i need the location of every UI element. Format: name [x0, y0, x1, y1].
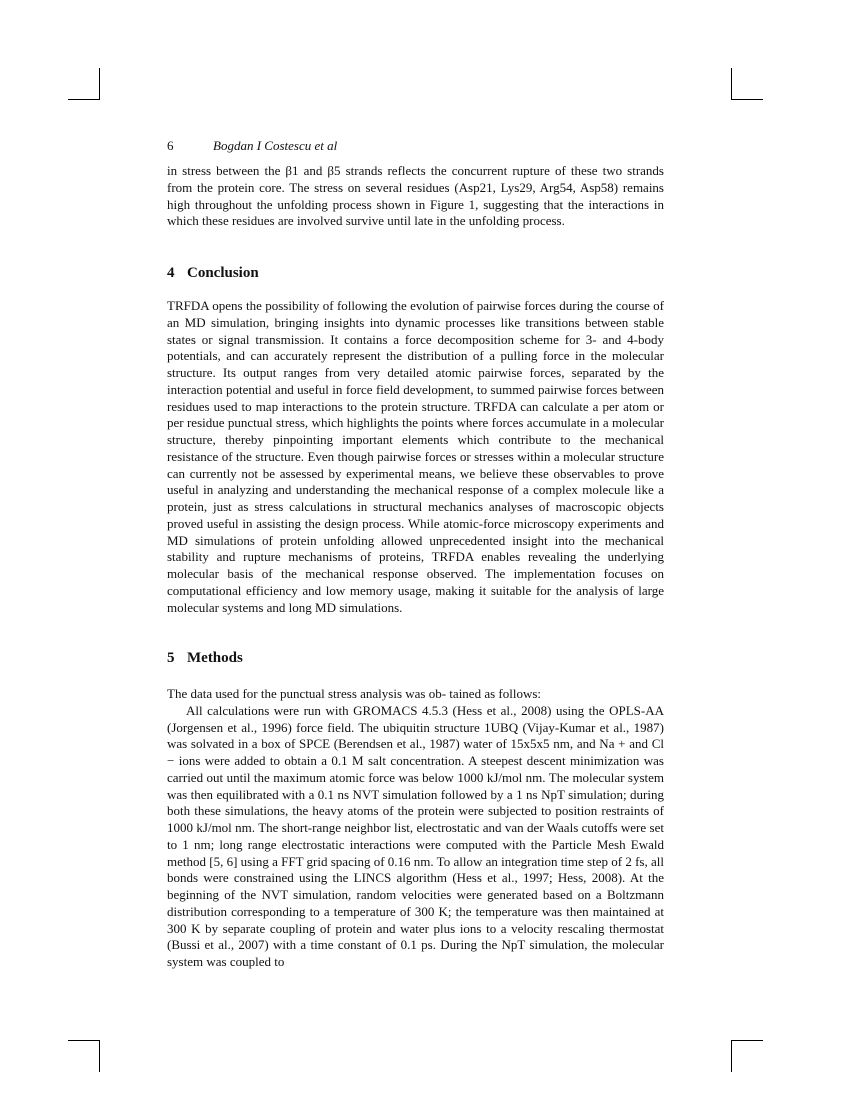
section-5-number: 5: [167, 650, 175, 666]
crop-mark-top-right-h: [731, 99, 763, 100]
section-4-title: Conclusion: [187, 265, 259, 281]
section-5-body: [167, 686, 664, 971]
section-5-heading: [167, 650, 243, 667]
methods-paragraph-2: All calculations were run with GROMACS 4.5.3 (Hess et al., 2008) using the OPLS-AA (Jorgensen et al., 1996) force field. The ubiquitin structure 1UBQ (Vijay-Kumar et al., 1987) was solvated in a box of SPCE (Berendsen et al., 1987) water of 15x5x5 nm, and Na + and Cl − ions were added to obtain a 0.1 M salt concentration. A steepest descent minimization was carried out until the maximum atomic force was below 1000 kJ/mol nm. The molecular system was then equilibrated with a 0.1 ns NVT simulation followed by a 1 ns NpT simulation; during both these simulations, the heavy atoms of the protein were subjected to position restraints of 1000 kJ/mol nm. The short-range neighbor list, electrostatic and van der Waals cutoffs were set to 1 nm; long range electrostatic interactions were computed with the Particle Mesh Ewald method [5, 6] using a FFT grid spacing of 0.16 nm. To allow an integration time step of 2 fs, all bonds were constrained using the LINCS algorithm (Hess et al., 1997; Hess, 2008). At the beginning of the NVT simulation, random velocities were generated based on a Boltzmann distribution corresponding to a temperature of 300 K; the temperature was then maintained at 300 K by separate coupling of protein and water plus ions to a velocity rescaling thermostat (Bussi et al., 2007) with a time constant of 0.1 ps. During the NpT simulation, the molecular system was coupled to: [167, 702, 664, 969]
page-number: 6: [167, 138, 174, 153]
intro-paragraph: in stress between the β1 and β5 strands reflects the concurrent rupture of these two strands from the protein core. The stress on several residues (Asp21, Lys29, Arg54, Asp58) remains high throughout the unfolding process shown in Figure 1, suggesting that the interactions in which these residues are involved survive until late in the unfolding process.: [167, 163, 664, 229]
section-4-heading: [167, 265, 259, 282]
conclusion-paragraph: TRFDA opens the possibility of following the evolution of pairwise forces during the course of an MD simulation, bringing insights into dynamic processes like transitions between stable states or signal transmission. It contains a force decomposition scheme for 3- and 4-body potentials, and can accurately represent the distribution of a pulling force in the molecular structure. Its output ranges from very detailed atomic pairwise forces, separated by the interaction potential and useful in force field development, to summed pairwise forces between residues used to map interactions to the protein structure. TRFDA can calculate a per atom or per residue punctual stress, which highlights the points where forces accumulate in a molecular structure, thereby pinpointing important elements which contribute to the mechanical resistance of the structure. Even though pairwise forces or stresses within a molecular structure can currently not be assessed by experimental means, we believe these observables to prove useful in analyzing and understanding the mechanical response of a complex molecule like a protein, just as stress calculations in structural mechanics analyses of macroscopic objects proved useful in assisting the design process. While atomic-force microscopy experiments and MD simulations of protein unfolding allowed unprecedented insight into the mechanical stability and rupture mechanisms of proteins, TRFDA enables revealing the underlying molecular basis of the mechanical response observed. The implementation focuses on computational efficiency and low memory usage, making it suitable for the analysis of large molecular systems and long MD simulations.: [167, 298, 664, 615]
crop-mark-bottom-right-h: [731, 1040, 763, 1041]
crop-mark-top-left-v: [99, 68, 100, 100]
section-5-title: Methods: [187, 650, 243, 666]
crop-mark-top-left-h: [68, 99, 100, 100]
crop-mark-top-right-v: [731, 68, 732, 100]
methods-paragraph-1: The data used for the punctual stress analysis was ob- tained as follows:: [167, 686, 542, 701]
section-4-body: [167, 298, 664, 616]
crop-mark-bottom-left-h: [68, 1040, 100, 1041]
crop-mark-bottom-right-v: [731, 1040, 732, 1072]
running-header: [167, 138, 337, 154]
intro-block: [167, 163, 664, 230]
crop-mark-bottom-left-v: [99, 1040, 100, 1072]
section-4-number: 4: [167, 265, 175, 281]
running-title: Bogdan I Costescu et al: [213, 138, 338, 153]
